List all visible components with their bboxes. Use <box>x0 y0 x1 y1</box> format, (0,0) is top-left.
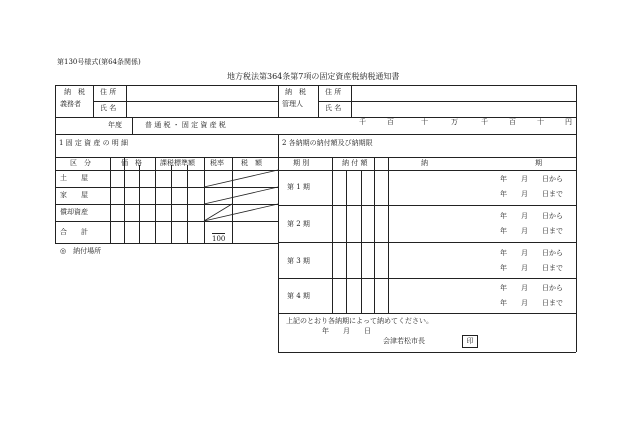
manager-name-label: 氏 名 <box>325 104 342 112</box>
header-due-2: 期 <box>535 159 542 167</box>
period-label: 第 1 期 <box>287 183 310 191</box>
header-due-1: 納 <box>421 159 428 167</box>
taxpayer-name-label: 氏 名 <box>100 104 117 112</box>
header-price: 価 格 <box>121 159 142 167</box>
form-number: 第130号様式(第64条関係) <box>57 58 141 66</box>
issue-date: 年 月 日 <box>322 327 371 335</box>
document-title: 地方税法第364条第7項の固定資産税納税通知書 <box>227 72 400 81</box>
period-label: 第 2 期 <box>287 220 310 228</box>
rate-denominator: 100 <box>212 235 226 243</box>
amount-unit: 万 <box>451 118 458 126</box>
amount-unit: 十 <box>537 118 544 126</box>
period-from: 年 月 日から <box>500 249 563 257</box>
header-period: 期 別 <box>293 159 310 167</box>
amount-unit: 千 <box>359 118 366 126</box>
header-base: 課税標準額 <box>160 159 195 167</box>
section1-title: 1 固 定 資 産 の 明 細 <box>59 139 129 147</box>
amount-unit: 十 <box>421 118 428 126</box>
period-from: 年 月 日から <box>500 284 563 292</box>
asset-row-label: 家 屋 <box>60 191 88 199</box>
closing-text: 上記のとおり各納期によって納めてください。 <box>286 317 433 325</box>
tax-name: 普 通 税 ・ 固 定 資 産 税 <box>145 121 226 129</box>
amount-unit: 千 <box>481 118 488 126</box>
period-label: 第 4 期 <box>287 292 310 300</box>
payment-place-label: ◎ 納付場所 <box>60 247 102 255</box>
asset-row-label: 合 計 <box>60 228 88 236</box>
period-from: 年 月 日から <box>500 175 563 183</box>
seal-stamp: 印 <box>462 335 478 348</box>
manager-label-1: 納 税 <box>285 88 306 96</box>
header-amount: 納 付 額 <box>342 159 368 167</box>
header-tax: 税 額 <box>241 159 262 167</box>
asset-row-label: 償却資産 <box>60 208 88 216</box>
period-to: 年 月 日まで <box>500 227 563 235</box>
period-to: 年 月 日まで <box>500 264 563 272</box>
asset-row-label: 土 屋 <box>60 174 88 182</box>
period-to: 年 月 日まで <box>500 190 563 198</box>
issuer-name: 会津若松市長 <box>383 337 425 345</box>
manager-address-label: 住 所 <box>325 88 342 96</box>
taxpayer-label-1: 納 税 <box>64 88 85 96</box>
year-label: 年度 <box>108 121 122 129</box>
amount-unit: 百 <box>387 118 394 126</box>
amount-unit: 百 <box>509 118 516 126</box>
manager-label-2: 管理人 <box>282 100 303 108</box>
header-rate: 税率 <box>210 159 224 167</box>
amount-unit: 円 <box>565 118 572 126</box>
taxpayer-address-label: 住 所 <box>100 88 117 96</box>
section2-title: 2 各納期の納付額及び納期限 <box>282 139 373 147</box>
header-category: 区 分 <box>70 159 91 167</box>
period-from: 年 月 日から <box>500 212 563 220</box>
taxpayer-label-2: 義務者 <box>60 100 81 108</box>
period-to: 年 月 日まで <box>500 299 563 307</box>
period-label: 第 3 期 <box>287 257 310 265</box>
